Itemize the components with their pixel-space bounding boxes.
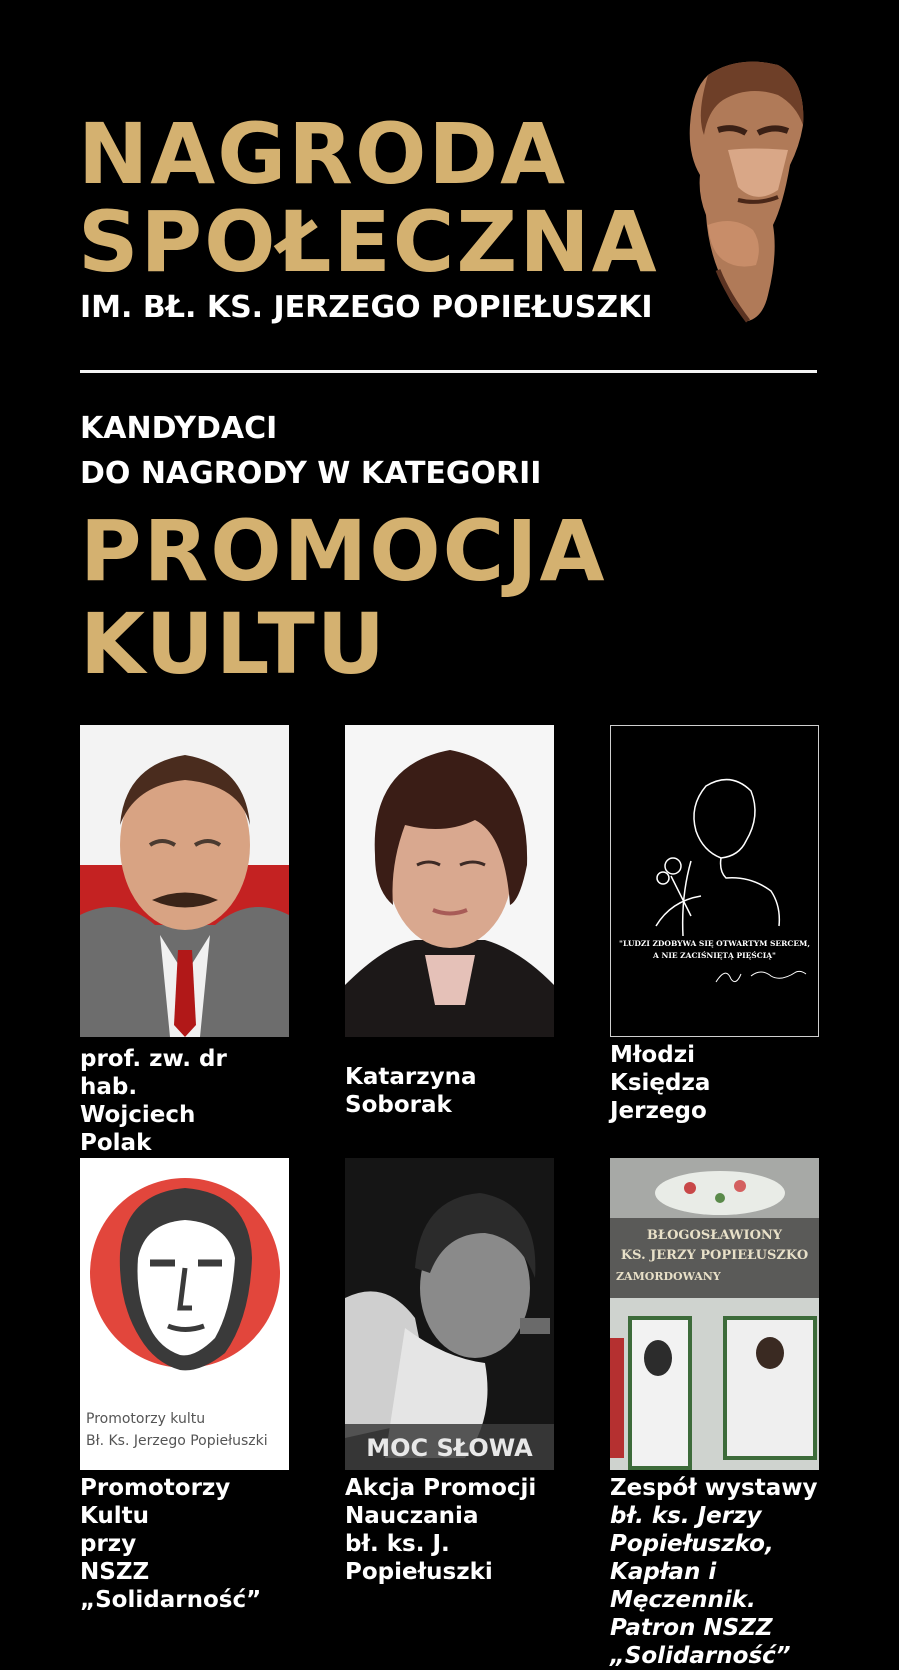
- monument-text-line-3: ZAMORDOWANY: [616, 1270, 721, 1283]
- popieluszko-line-drawing-icon: [611, 766, 818, 966]
- title-line-2: SPOŁECZNA: [78, 193, 659, 291]
- candidate-card-polak: [80, 725, 289, 1157]
- moc-slowa-photo: [345, 1158, 554, 1470]
- intro-line-1: KANDYDACI: [80, 411, 278, 446]
- candidate-card-moc-slowa: [345, 1158, 554, 1586]
- moc-slowa-banner: MOC SŁOWA: [366, 1434, 533, 1462]
- monument-text-line-2: KS. JERZY POPIEŁUSZKO: [620, 1248, 809, 1263]
- quote-line-2: A NIE ZACIŚNIĘTĄ PIĘŚCIĄ": [653, 951, 776, 960]
- candidate-card-soborak: [345, 725, 554, 1119]
- logo-text-line-1: Promotorzy kultu: [86, 1411, 206, 1427]
- category-line-1: PROMOCJA: [80, 502, 607, 600]
- quote-line-1: "LUDZI ZDOBYWA SIĘ OTWARTYM SERCEM,: [619, 939, 810, 948]
- intro-line-2: DO NAGRODY W KATEGORII: [80, 456, 542, 491]
- popieluszko-face-logo-icon: [80, 1158, 289, 1378]
- signature-image: [711, 964, 811, 988]
- divider: [80, 370, 817, 373]
- candidate-name: Promotorzy Kultu przy NSZZ „Solidarność”: [80, 1475, 262, 1613]
- candidate-name: Katarzyna Soborak: [345, 1064, 477, 1118]
- katarzyna-soborak-photo: [345, 725, 554, 1037]
- candidate-name: Młodzi Księdza Jerzego: [610, 1042, 711, 1124]
- candidate-card-zespol-wystawy: [610, 1158, 819, 1670]
- candidate-card-promotorzy: [80, 1158, 289, 1614]
- logo-text-line-2: Bł. Ks. Jerzego Popiełuszki: [86, 1433, 268, 1449]
- exhibition-photo: [610, 1158, 819, 1470]
- candidate-name: Zespół wystawy bł. ks. Jerzy Popiełuszko, Kapłan i Męczennik. Patron NSZZ „Solidarność”: [610, 1475, 818, 1669]
- popieluszko-portrait-image: [678, 55, 818, 325]
- wojciech-polak-photo: [80, 725, 289, 1037]
- exhibition-image: [610, 1158, 819, 1470]
- candidate-name: Akcja Promocji Nauczania bł. ks. J. Popiełuszki: [345, 1475, 537, 1585]
- subtitle: IM. BŁ. KS. JERZEGO POPIEŁUSZKI: [80, 290, 653, 325]
- monument-text-line-1: BŁOGOSŁAWIONY: [646, 1228, 783, 1243]
- category-line-2: KULTU: [80, 595, 387, 693]
- mlodzi-ksiedza-jerzego-graphic: [610, 725, 819, 1037]
- title-line-1: NAGRODA: [78, 105, 568, 203]
- promotorzy-kultu-logo: [80, 1158, 289, 1470]
- candidate-name: prof. zw. dr hab. Wojciech Polak: [80, 1046, 227, 1156]
- candidate-card-mlodzi: [610, 725, 819, 1125]
